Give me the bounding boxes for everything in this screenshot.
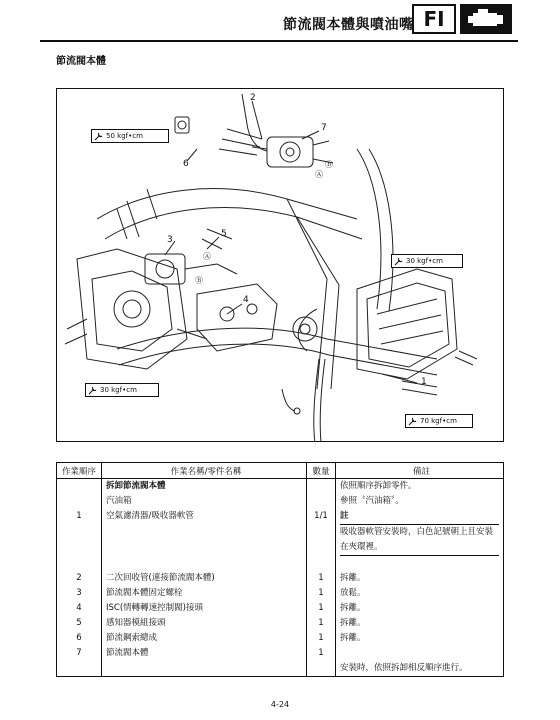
torque-value: 50 kgf•cm [106, 132, 143, 140]
part-number-7: 7 [321, 123, 327, 133]
item-name: ISC(情轉轉速控制閥)接頭 [106, 603, 203, 613]
step-number: 3 [76, 588, 82, 598]
header-step: 作業順序 [57, 463, 102, 479]
step-number: 7 [76, 648, 82, 658]
page-number: 4-24 [270, 700, 290, 709]
item-name: 節流閥本體 [106, 648, 149, 658]
item-qty: 1 [318, 648, 324, 658]
mark-a-left: Ⓐ [203, 252, 211, 261]
item-name: 空氣濾清器/吸收器軟管 [106, 511, 194, 521]
part-number-2: 2 [250, 93, 256, 103]
remark: 依照順序拆卸零件。 [340, 481, 417, 491]
fi-badge: FI [412, 4, 456, 34]
step-number: 1 [76, 511, 82, 521]
procedure-table [56, 462, 504, 677]
remark: 拆離。 [340, 573, 366, 583]
wrench-icon [394, 256, 404, 266]
engine-icon [460, 4, 512, 34]
exploded-diagram [56, 88, 504, 442]
header-qty: 數量 [307, 463, 336, 479]
table-row [57, 479, 504, 572]
header-title: 節流閥本體與噴油嘴 [283, 17, 414, 33]
item-qty: 1/1 [314, 511, 328, 521]
torque-callout-70 [405, 414, 473, 428]
item-name: 汽油箱 [106, 496, 132, 506]
torque-callout-30-right [391, 254, 463, 268]
part-number-5: 5 [221, 229, 227, 239]
final-note: 安裝時，依照拆卸相反順序進行。 [340, 663, 468, 673]
part-number-3: 3 [167, 235, 173, 245]
remark: 拆離。 [340, 618, 366, 628]
torque-value: 70 kgf•cm [420, 417, 457, 425]
torque-value: 30 kgf•cm [100, 386, 137, 394]
item-qty: 1 [318, 573, 324, 583]
section-title: 節流閥本體 [56, 56, 106, 67]
note-label: 註 [340, 509, 499, 525]
item-qty: 1 [318, 588, 324, 598]
step-number: 6 [76, 633, 82, 643]
torque-callout-30-left [85, 383, 159, 397]
mark-b-left: Ⓑ [195, 276, 203, 285]
wrench-icon [88, 385, 98, 395]
item-name: 節流鋼索總成 [106, 633, 158, 643]
remark: 拆離。 [340, 603, 366, 613]
item-qty: 1 [318, 618, 324, 628]
item-name: 拆卸節流閥本體 [106, 481, 166, 491]
remark: 參照〝汽油箱〞。 [340, 496, 404, 506]
remark: 拆離。 [340, 633, 366, 643]
step-number: 5 [76, 618, 82, 628]
part-number-1: 1 [421, 377, 427, 387]
item-qty: 1 [318, 603, 324, 613]
torque-value: 30 kgf•cm [406, 257, 443, 265]
item-name: 二次回收管(連接節流閥本體) [106, 573, 215, 583]
header-remarks: 備註 [336, 463, 504, 479]
part-number-4: 4 [243, 295, 249, 305]
wrench-icon [408, 416, 418, 426]
remark: 吸收器軟管安裝時，白色記號朝上且安裝 [340, 527, 494, 537]
item-name: 節流閥本體固定螺栓 [106, 588, 183, 598]
header-rule [40, 40, 518, 42]
step-number: 4 [76, 603, 82, 613]
mark-b-top: Ⓑ [325, 160, 333, 169]
part-number-6: 6 [183, 159, 189, 169]
wrench-icon [94, 131, 104, 141]
table-row [57, 571, 504, 677]
table-header-row [57, 463, 504, 479]
torque-callout-50 [91, 129, 169, 143]
header-name: 作業名稱/零件名稱 [102, 463, 307, 479]
remark: 放鬆。 [340, 588, 366, 598]
mark-a-top: Ⓐ [315, 170, 323, 179]
item-name: 感知器模組接頭 [106, 618, 166, 628]
item-qty: 1 [318, 633, 324, 643]
remark: 在夾環裡。 [340, 540, 499, 556]
step-number: 2 [76, 573, 82, 583]
